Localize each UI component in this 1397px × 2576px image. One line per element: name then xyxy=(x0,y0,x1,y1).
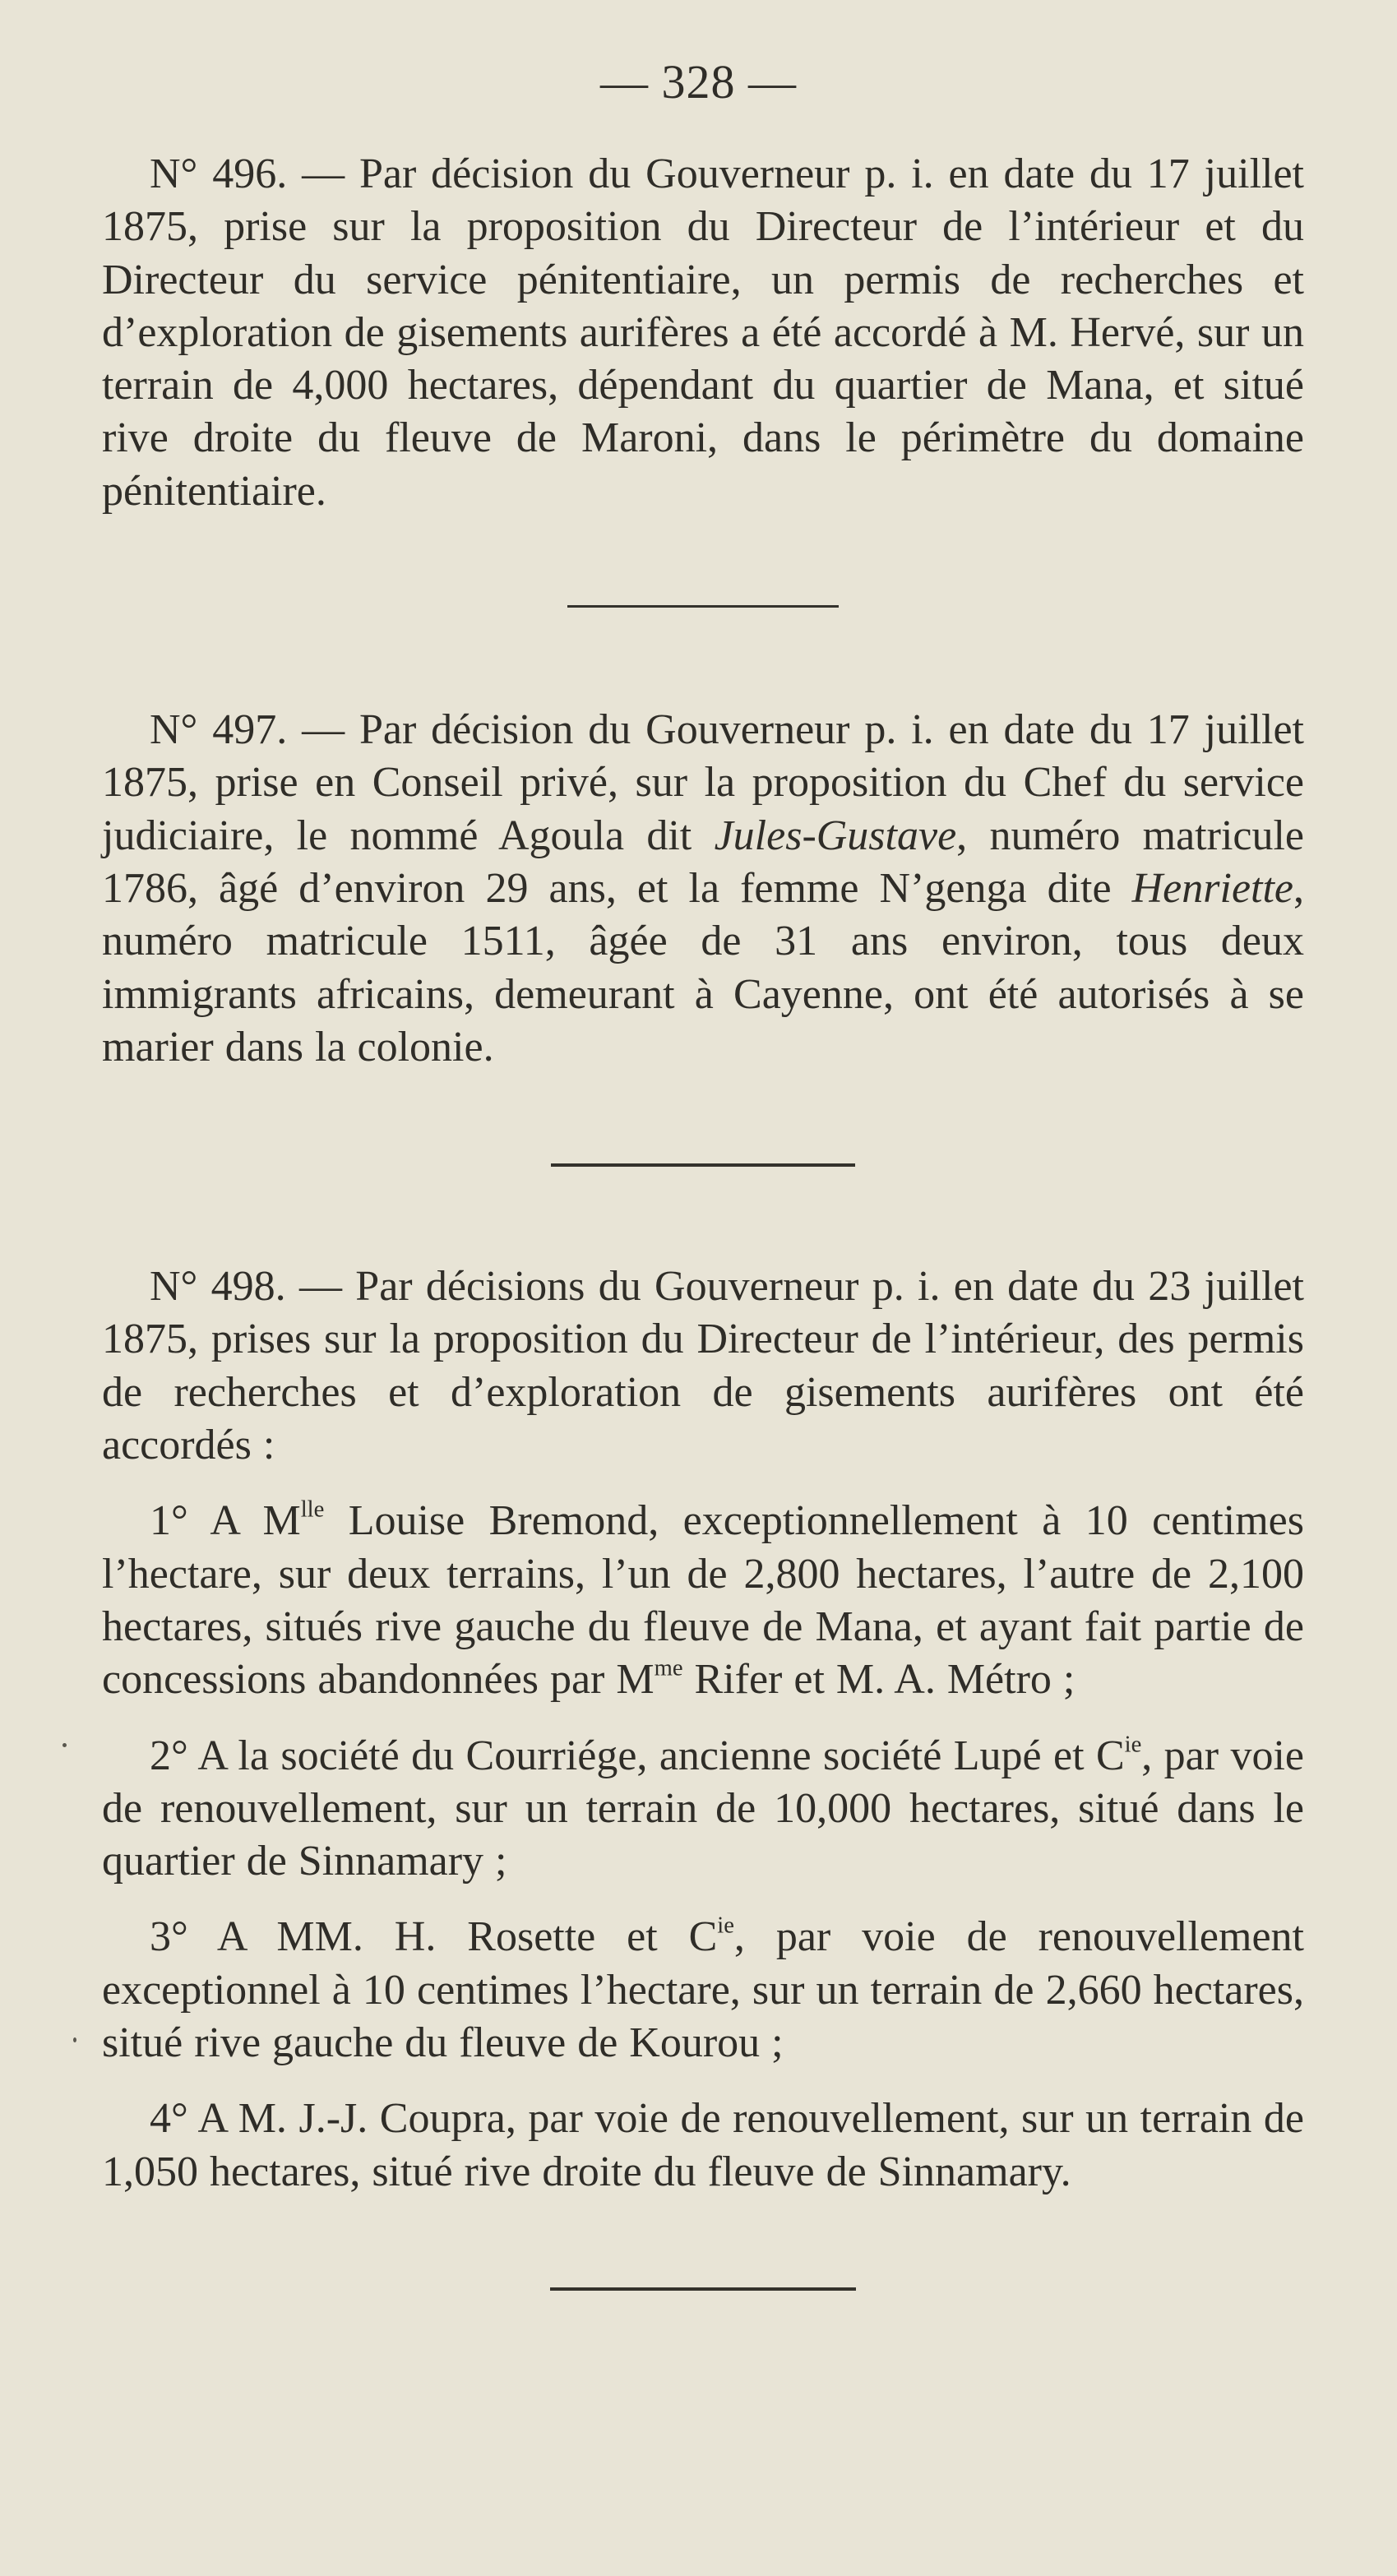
item-text-part: 1° A M xyxy=(150,1497,301,1545)
print-speck xyxy=(62,1743,67,1747)
entry-497-text-part: , numéro matricule 1786, âgé d’environ 29 ans, et la femme N’genga dite xyxy=(102,812,1304,912)
text-column xyxy=(102,148,1304,2291)
entry-498-intro: N° 498. — Par décisions du Gouverneur p. i. en date du 23 juillet 1875, prises sur la proposition du Directeur de l’intérieur, des permis de recherches et d’exploration de gisements aurifères ont été accordés : xyxy=(102,1263,1304,1469)
print-speck xyxy=(73,2037,76,2042)
entry-498-item-3 xyxy=(102,1911,1304,2070)
page-number: — 328 — xyxy=(600,55,797,109)
superscript-abbrev: lle xyxy=(300,1496,325,1523)
item-text-part: , par voie de renouvellement, sur un terrain de 10,000 hectares, situé dans le quartier de Sinnamary ; xyxy=(102,1732,1304,1885)
entry-497-text-part: , numéro matricule 1511, âgée de 31 ans environ, tous deux immigrants africains, demeurant à Cayenne, ont été autorisés à se marier dans la colonie. xyxy=(102,864,1304,1071)
entry-497-name: Henriette xyxy=(1131,864,1293,912)
item-text-part: , par voie de renouvellement exceptionnel à 10 centimes l’hectare, sur un terrain de 2,660 hectares, situé rive gauche du fleuve de Kourou ; xyxy=(102,1913,1304,2067)
entry-497-text-part: N° 497. — Par décision du Gouverneur p. i. en date du 17 juillet 1875, prise en Conseil privé, sur la proposition du Chef du service judiciaire, le nommé Agoula dit xyxy=(102,706,1304,859)
entry-497-name: Jules-Gustave xyxy=(714,812,957,859)
item-text-part: Louise Bremond, exceptionnellement à 10 centimes l’hectare, sur deux terrains, l’un de 2,800 hectares, l’autre de 2,100 hectares, situés rive gauche du fleuve de Mana, et ayant fait partie de concessions abandonnées par M xyxy=(102,1497,1304,1704)
section-separator xyxy=(567,605,839,608)
superscript-abbrev: me xyxy=(654,1655,683,1681)
item-text-part: 3° A MM. H. Rosette et C xyxy=(150,1913,718,1961)
section-separator xyxy=(551,1163,855,1167)
entry-496-paragraph: N° 496. — Par décision du Gouverneur p. i. en date du 17 juillet 1875, prise sur la proposition du Directeur de l’intérieur et du Directeur du service pénitentiaire, un permis de recherches et d’exploration de gisements aurifères a été accordé à M. Hervé, sur un terrain de 4,000 hectares, dépendant du quartier de Mana, et situé rive droite du fleuve de Maroni, dans le périmètre du domaine pénitentiaire. xyxy=(102,150,1304,515)
entry-498-item-1 xyxy=(102,1495,1304,1706)
entry-498-item-2 xyxy=(102,1730,1304,1889)
superscript-abbrev: ie xyxy=(717,1912,734,1939)
superscript-abbrev: ie xyxy=(1124,1732,1142,1758)
item-text-part: Rifer et M. A. Métro ; xyxy=(682,1656,1076,1704)
section-separator xyxy=(550,2287,856,2291)
entry-498-item-4: 4° A M. J.-J. Coupra, par voie de renouvellement, sur un terrain de 1,050 hectares, situé rive droite du fleuve de Sinnamary. xyxy=(102,2095,1304,2195)
entry-497-paragraph xyxy=(102,704,1304,1074)
item-text-part: 2° A la société du Courriége, ancienne société Lupé et C xyxy=(150,1732,1125,1779)
